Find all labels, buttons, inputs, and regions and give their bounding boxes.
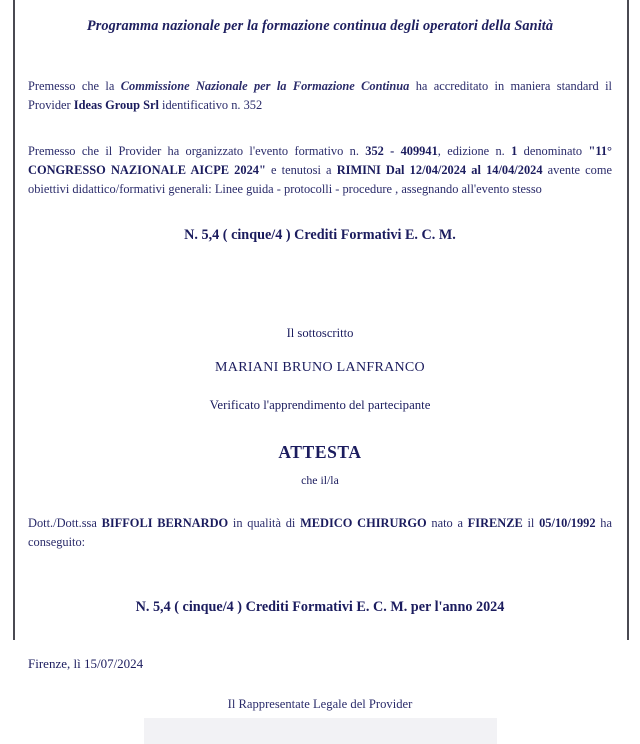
che-il-la-label: che il/la	[301, 473, 339, 487]
doctor-name: BIFFOLI BERNARDO	[101, 516, 229, 530]
premise-event-text-5: Dal	[380, 163, 410, 177]
event-number: 352 - 409941	[365, 144, 438, 158]
credits-awarded-line: N. 5,4 ( cinque/4 ) Crediti Formativi E. C. M.	[184, 227, 456, 243]
doctor-birth-place: FIRENZE	[467, 516, 523, 530]
premise-event-text-2: , edizione n.	[437, 144, 512, 158]
premise-event-text-6: al	[466, 163, 487, 177]
page-title: Programma nazionale per la formazione continua degli operatori della Sanità	[86, 18, 554, 34]
doctor-statement-text-3: nato a	[426, 516, 468, 530]
event-location: RIMINI	[336, 163, 381, 177]
premise-event-text-1: Premesso che il Provider ha organizzato l'evento formativo n.	[28, 144, 366, 158]
signature-label: Il Rappresentate Legale del Provider	[227, 697, 413, 711]
attesta-heading: ATTESTA	[278, 442, 362, 462]
undersigned-label: Il sottoscritto	[286, 326, 354, 340]
premise-event-text-3: denominato	[517, 144, 589, 158]
doctor-profession: MEDICO CHIRURGO	[300, 516, 427, 530]
premise-event-text-4: e tenutosi a	[265, 163, 337, 177]
commission-name: Commissione Nazionale per la Formazione Continua	[120, 79, 410, 93]
premise-provider-text-2: ha accreditato in maniera standard il Provider	[28, 79, 612, 112]
doctor-statement-text-1: Dott./Dott.ssa	[28, 516, 102, 530]
doctor-statement-text-2: in qualità di	[228, 516, 301, 530]
undersigned-name: MARIANI BRUNO LANFRANCO	[215, 360, 425, 375]
doctor-statement-text-4: il	[522, 516, 540, 530]
event-name: "11° CONGRESSO NAZIONALE AICPE 2024"	[28, 144, 612, 177]
certificate-body	[28, 0, 613, 711]
verification-label: Verificato l'apprendimento del partecipante	[209, 398, 431, 412]
signature-block	[28, 697, 612, 744]
edition-number: 1	[511, 144, 518, 158]
doctor-statement-text-5: ha conseguito:	[28, 516, 612, 549]
paragraph-doctor-statement	[28, 514, 612, 552]
place-and-date: Firenze, lì 15/07/2024	[28, 656, 144, 671]
paragraph-premise-provider	[28, 77, 612, 115]
page-left-edge-rule	[13, 0, 15, 640]
premise-provider-text-1: Premesso che la	[28, 79, 121, 93]
paragraph-premise-event	[28, 142, 612, 199]
page-right-edge-rule	[627, 0, 629, 640]
premise-provider-text-3: identificativo n. 352	[158, 98, 263, 112]
doctor-birth-date: 05/10/1992	[539, 516, 596, 530]
event-date-to: 14/04/2024	[486, 163, 543, 177]
provider-name: Ideas Group Srl	[73, 98, 159, 112]
signature-image-placeholder	[144, 718, 497, 744]
premise-event-text-7: avente come obiettivi didattico/formativi generali: Linee guida - protocolli - procedure , assegnando all'evento stesso	[28, 163, 613, 196]
credits-year-line: N. 5,4 ( cinque/4 ) Crediti Formativi E. C. M. per l'anno 2024	[135, 599, 505, 615]
event-date-from: 12/04/2024	[409, 163, 467, 177]
